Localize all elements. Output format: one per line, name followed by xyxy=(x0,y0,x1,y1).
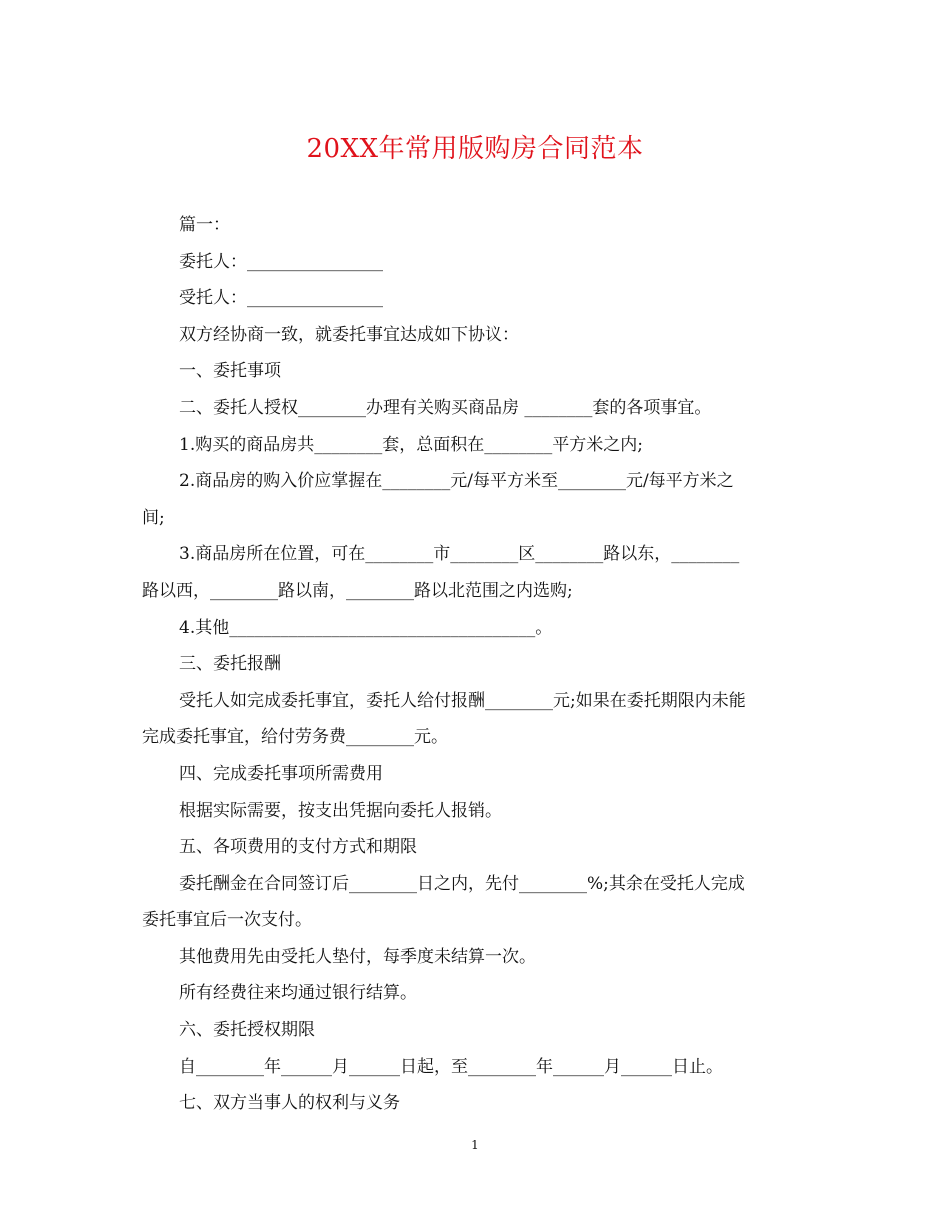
paragraph-line: 二、委托人授权________办理有关购买商品房 ________套的各项事宜。 xyxy=(179,397,712,418)
paragraph-line: 其他费用先由受托人垫付，每季度未结算一次。 xyxy=(179,946,536,967)
paragraph-line: 间; xyxy=(142,507,165,528)
clause-heading: 一、委托事项 xyxy=(179,361,281,382)
paragraph-line: 根据实际需要，按支出凭据向委托人报销。 xyxy=(179,800,502,821)
paragraph-line: 4.其他____________________________________。 xyxy=(179,617,553,638)
paragraph-line: 所有经费往来均通过银行结算。 xyxy=(179,983,417,1004)
paragraph-line: 路以西，________路以南，________路以北范围之内选购; xyxy=(142,580,573,601)
clause-heading: 四、完成委托事项所需费用 xyxy=(179,763,383,784)
section-heading: 篇一： xyxy=(179,215,230,235)
paragraph-line: 2.商品房的购入价应掌握在________元/每平方米至________元/每平方米之 xyxy=(179,471,734,492)
clause-heading: 三、委托报酬 xyxy=(179,654,281,675)
paragraph-line: 委托酬金在合同签订后________日之内，先付________%;其余在受托人完成 xyxy=(179,873,745,894)
paragraph-line: 3.商品房所在位置，可在________市________区________路以东，________ xyxy=(179,544,740,565)
document-title: 20XX年常用版购房合同范本 xyxy=(306,134,644,164)
paragraph-line: 受托人如完成委托事宜，委托人给付报酬________元;如果在委托期限内未能 xyxy=(179,690,746,711)
document-body xyxy=(142,207,804,1122)
page-number: 1 xyxy=(471,1138,479,1152)
agent-field: 受托人：________________ xyxy=(179,288,383,309)
clause-heading: 七、双方当事人的权利与义务 xyxy=(179,1093,400,1114)
paragraph-line: 完成委托事宜，给付劳务费________元。 xyxy=(142,727,448,748)
clause-heading: 六、委托授权期限 xyxy=(179,1020,315,1041)
clause-heading: 五、各项费用的支付方式和期限 xyxy=(179,837,417,858)
paragraph-line: 1.购买的商品房共________套，总面积在________平方米之内; xyxy=(179,434,643,455)
principal-field: 委托人：________________ xyxy=(179,251,383,272)
paragraph-line: 委托事宜后一次支付。 xyxy=(142,910,312,931)
paragraph-line: 双方经协商一致，就委托事宜达成如下协议： xyxy=(179,324,519,345)
paragraph-line: 自________年______月______日起，至________年______月______日止。 xyxy=(179,1056,723,1077)
